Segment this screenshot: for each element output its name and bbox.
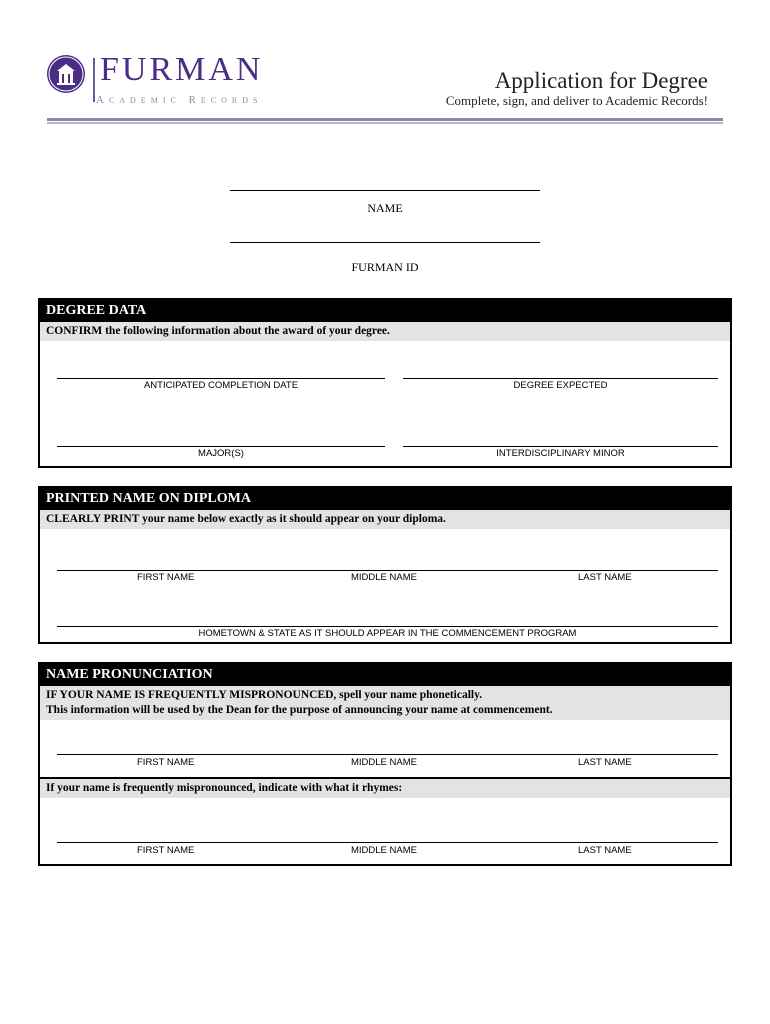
pronunciation-instruction-line2: This information will be used by the Dean for the purpose of announcing your name at commencement.	[46, 704, 553, 716]
name-field[interactable]	[230, 190, 540, 191]
pronunciation-heading: NAME PRONUNCIATION	[40, 664, 730, 686]
hometown-label: HOMETOWN & STATE AS IT SHOULD APPEAR IN THE COMMENCEMENT PROGRAM	[198, 628, 577, 639]
pronunciation-instruction-line1: IF YOUR NAME IS FREQUENTLY MISPRONOUNCED, spell your name phonetically.	[46, 689, 483, 701]
diploma-last-name-label: LAST NAME	[578, 572, 632, 583]
diploma-first-name-label: FIRST NAME	[137, 572, 195, 583]
logo-wordmark: FURMAN	[100, 51, 264, 88]
page-title: Application for Degree	[494, 68, 708, 93]
logo-subtitle: Academic Records	[96, 94, 263, 106]
degree-expected-field[interactable]	[403, 378, 718, 379]
rhymes-name-field[interactable]	[57, 842, 718, 843]
majors-label: MAJOR(S)	[198, 448, 244, 459]
rhymes-first-name-label: FIRST NAME	[137, 845, 195, 856]
rhymes-last-name-label: LAST NAME	[578, 845, 632, 856]
furman-seal-logo	[47, 55, 85, 93]
hometown-field[interactable]	[57, 626, 718, 627]
pronunciation-instruction	[40, 686, 730, 720]
logo-divider	[93, 58, 95, 102]
rhymes-middle-name-label: MIDDLE NAME	[351, 845, 417, 856]
degree-data-section	[38, 298, 732, 468]
header-rule-shadow	[47, 122, 723, 124]
furman-id-field[interactable]	[230, 242, 540, 243]
name-label: NAME	[367, 201, 403, 215]
degree-data-instruction: CONFIRM the following information about the award of your degree.	[40, 322, 730, 341]
degree-expected-label: DEGREE EXPECTED	[513, 380, 608, 391]
pronunciation-section	[38, 662, 732, 866]
phonetic-middle-name-label: MIDDLE NAME	[351, 757, 417, 768]
diploma-heading: PRINTED NAME ON DIPLOMA	[40, 488, 730, 510]
furman-id-label: FURMAN ID	[351, 260, 419, 274]
diploma-name-field[interactable]	[57, 570, 718, 571]
diploma-name-section	[38, 486, 732, 644]
rhymes-instruction: If your name is frequently mispronounced, indicate with what it rhymes:	[40, 779, 730, 798]
minor-field[interactable]	[403, 446, 718, 447]
header-rule	[47, 118, 723, 121]
phonetic-last-name-label: LAST NAME	[578, 757, 632, 768]
phonetic-first-name-label: FIRST NAME	[137, 757, 195, 768]
majors-field[interactable]	[57, 446, 385, 447]
completion-date-field[interactable]	[57, 378, 385, 379]
degree-data-heading: DEGREE DATA	[40, 300, 730, 322]
minor-label: INTERDISCIPLINARY MINOR	[496, 448, 625, 459]
phonetic-name-field[interactable]	[57, 754, 718, 755]
page-subtitle: Complete, sign, and deliver to Academic Records!	[445, 93, 708, 108]
diploma-instruction: CLEARLY PRINT your name below exactly as it should appear on your diploma.	[40, 510, 730, 529]
diploma-middle-name-label: MIDDLE NAME	[351, 572, 417, 583]
completion-date-label: ANTICIPATED COMPLETION DATE	[143, 380, 299, 391]
